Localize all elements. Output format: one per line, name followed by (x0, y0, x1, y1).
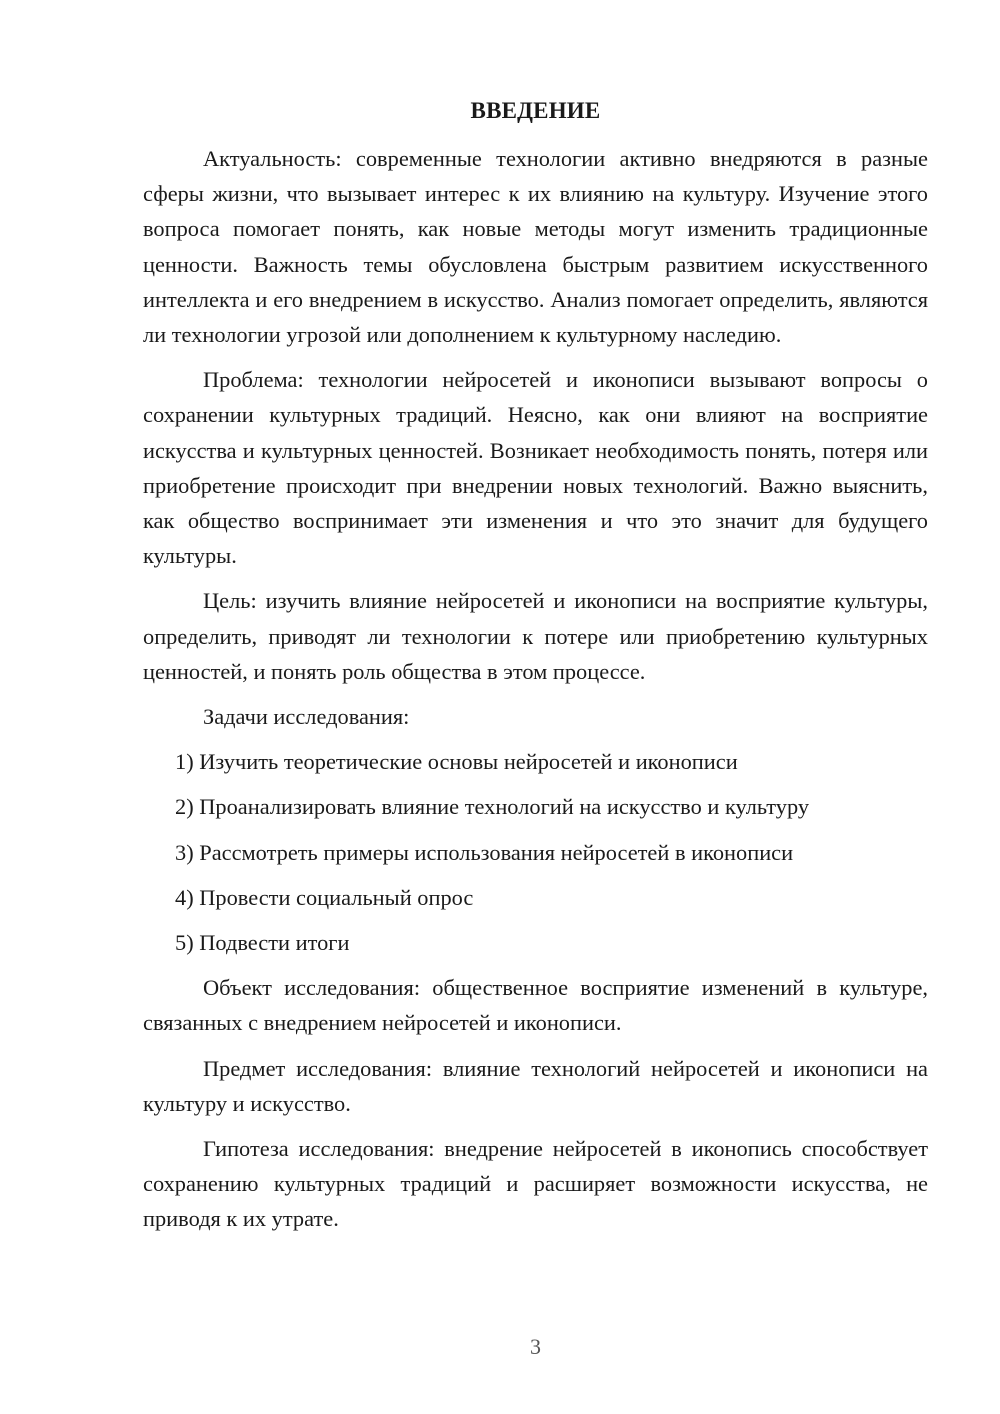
task-item: 5) Подвести итоги (175, 930, 350, 956)
tasks-title: Задачи исследования: (203, 704, 410, 730)
relevance-paragraph: Актуальность: современные технологии активно внедряются в разные сферы жизни, что вызывает интерес к их влиянию на культуру. Изучение этого вопроса помогает понять, как новые методы могут изменить традиционные ценности. Важность темы обусловлена быстрым развитием искусственного интеллекта и его внедрением в искусство. Анализ помогает определить, являются ли технологии угрозой или дополнением к культурному наследию. (143, 146, 928, 348)
hypothesis-paragraph: Гипотеза исследования: внедрение нейросетей в иконопись способствует сохранению культурных традиций и расширяет возможности искусства, не приводя к их утрате. (143, 1136, 928, 1232)
section-heading: ВВЕДЕНИЕ (470, 98, 601, 123)
task-item: 2) Проанализировать влияние технологий на искусство и культуру (175, 794, 810, 820)
document-body (143, 141, 928, 1247)
subject-paragraph: Предмет исследования: влияние технологий нейросетей и иконописи на культуру и искусство. (143, 1055, 928, 1116)
goal-paragraph: Цель: изучить влияние нейросетей и иконописи на восприятие культуры, определить, приводят ли технологии к потере или приобретению культурных ценностей, и понять роль общества в этом процессе. (143, 588, 928, 684)
task-item: 3) Рассмотреть примеры использования нейросетей в иконописи (175, 839, 794, 865)
task-item: 1) Изучить теоретические основы нейросетей и иконописи (175, 749, 738, 775)
problem-paragraph: Проблема: технологии нейросетей и иконописи вызывают вопросы о сохранении культурных традиций. Неясно, как они влияют на восприятие искусства и культурных ценностей. Возникает необходимость понять, потеря или приобретение происходит при внедрении новых технологий. Важно выяснить, как общество воспринимает эти изменения и что это значит для будущего культуры. (143, 367, 928, 569)
page-number: 3 (530, 1334, 541, 1359)
task-item: 4) Провести социальный опрос (175, 884, 474, 910)
document-page (143, 0, 928, 1414)
object-paragraph: Объект исследования: общественное восприятие изменений в культуре, связанных с внедрением нейросетей и иконописи. (143, 975, 928, 1036)
